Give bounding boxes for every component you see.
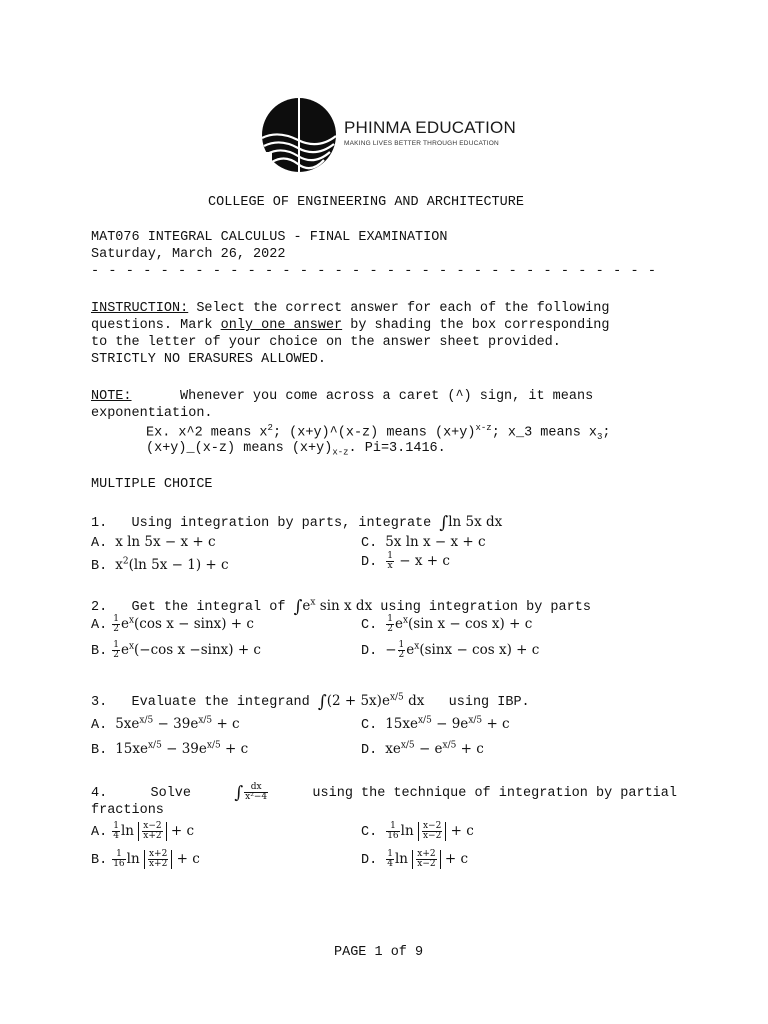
q3-integral: $\int(2 + 5x)e^{x/5}$ dx bbox=[317, 692, 425, 712]
instruction-line-3: to the letter of your choice on the answer sheet provided. bbox=[91, 335, 561, 350]
q3-option-d: D. $xe^{x/5} - e^{x/5} + c$ bbox=[361, 740, 484, 758]
q4-option-a: A. $\frac{1}{4}$ ln $\frac{x-2}{x+2}$ + c bbox=[91, 821, 195, 841]
q3-option-a: A. $5xe^{x/5} - 39e^{x/5} + c$ bbox=[91, 715, 240, 733]
q1-option-b: B. $x^2(\ln$ 5x − 1) + c bbox=[91, 556, 229, 574]
course-title: MAT076 INTEGRAL CALCULUS - FINAL EXAMINATION bbox=[91, 230, 448, 245]
note-example-1: Ex. x^2 means $x^2$; (x+y)^(x-z) means $(x+y)^{x-z}$; x_3 means $x_3$; bbox=[146, 423, 611, 443]
phinma-logo-icon bbox=[258, 94, 340, 176]
q2-option-c: C. $\frac{1}{2}$ $e^x(\sin$ x − cos x) + c bbox=[361, 614, 533, 634]
q1-option-c: C. 5x ln x − x + c bbox=[361, 534, 486, 551]
logo-brand: PHINMA EDUCATION bbox=[344, 118, 516, 137]
page-number: PAGE 1 of 9 bbox=[334, 945, 424, 960]
q2-integral: $\int e^x$ sin x dx bbox=[293, 597, 373, 617]
q1-option-d: D. $\frac{1}{x}$ − x + c bbox=[361, 551, 450, 571]
q4-option-d: D. $\frac{1}{4}$ ln $\frac{x+2}{x-2}$ + c bbox=[361, 849, 469, 869]
q3-option-c: C. $15xe^{x/5} - 9e^{x/5} + c$ bbox=[361, 715, 510, 733]
instruction-line-1: INSTRUCTION: Select the correct answer for each of the following bbox=[91, 301, 610, 316]
instruction-label: INSTRUCTION: bbox=[91, 301, 189, 316]
q4-integral: ∫ $\frac{dx}{\text{x²−4}}$ bbox=[234, 782, 268, 803]
question-2: 2. Get the integral of $\int e^x$ sin x dx using integration by parts bbox=[91, 597, 591, 617]
q2-option-a: A. $\frac{1}{2}$ $e^x(\cos$ x − sinx) + c bbox=[91, 614, 254, 634]
question-4-line-2: fractions bbox=[91, 803, 164, 818]
q2-option-d: D. − $\frac{1}{2}$ $e^x(\sin x - \cos x) + c$ bbox=[361, 640, 540, 660]
q1-option-a: A. x ln 5x − x + c bbox=[91, 534, 216, 551]
note-example-2: (x+y)_(x-z) means $(x+y)_{x-z}$. Pi=3.1416. bbox=[146, 441, 446, 458]
exam-date: Saturday, March 26, 2022 bbox=[91, 247, 286, 262]
note-line-2: exponentiation. bbox=[91, 406, 213, 421]
q3-option-b: B. $15xe^{x/5} - 39e^{x/5} + c$ bbox=[91, 740, 249, 758]
note-label: NOTE: bbox=[91, 389, 132, 404]
instruction-line-4: STRICTLY NO ERASURES ALLOWED. bbox=[91, 352, 326, 367]
q1-integral: ∫ln 5x dx bbox=[439, 513, 503, 533]
q2-option-b: B. $\frac{1}{2}$ $e^x(-\cos$ x −sinx) + c bbox=[91, 640, 261, 660]
logo-tagline: MAKING LIVES BETTER THROUGH EDUCATION bbox=[344, 140, 499, 147]
question-3: 3. Evaluate the integrand $\int(2 + 5x)e^{x/5}$ dx using IBP. bbox=[91, 692, 530, 712]
only-one-answer-emphasis: only one answer bbox=[220, 318, 343, 333]
instruction-line-2: questions. Mark only one answer by shading the box corresponding bbox=[91, 318, 610, 333]
college-title: COLLEGE OF ENGINEERING AND ARCHITECTURE bbox=[208, 195, 524, 210]
header-divider: - - - - - - - - - - - - - - - - - - - - - - - - - - - - - - - - - bbox=[91, 264, 657, 279]
note-line-1-text: Whenever you come across a caret (^) sign, it means bbox=[180, 389, 594, 404]
note-line-1 bbox=[91, 389, 132, 404]
q4-option-b: B. $\frac{1}{16}$ ln $\frac{x+2}{x+2}$ + c bbox=[91, 849, 200, 869]
question-1: 1. Using integration by parts, integrate ∫ln 5x dx bbox=[91, 513, 503, 533]
section-heading: MULTIPLE CHOICE bbox=[91, 477, 213, 492]
question-4: 4. Solve ∫ $\frac{dx}{\text{x²−4}}$ using the technique of integration by partial bbox=[91, 782, 677, 803]
q4-option-c: C. $\frac{1}{16}$ ln $\frac{x-2}{x-2}$ + c bbox=[361, 821, 474, 841]
